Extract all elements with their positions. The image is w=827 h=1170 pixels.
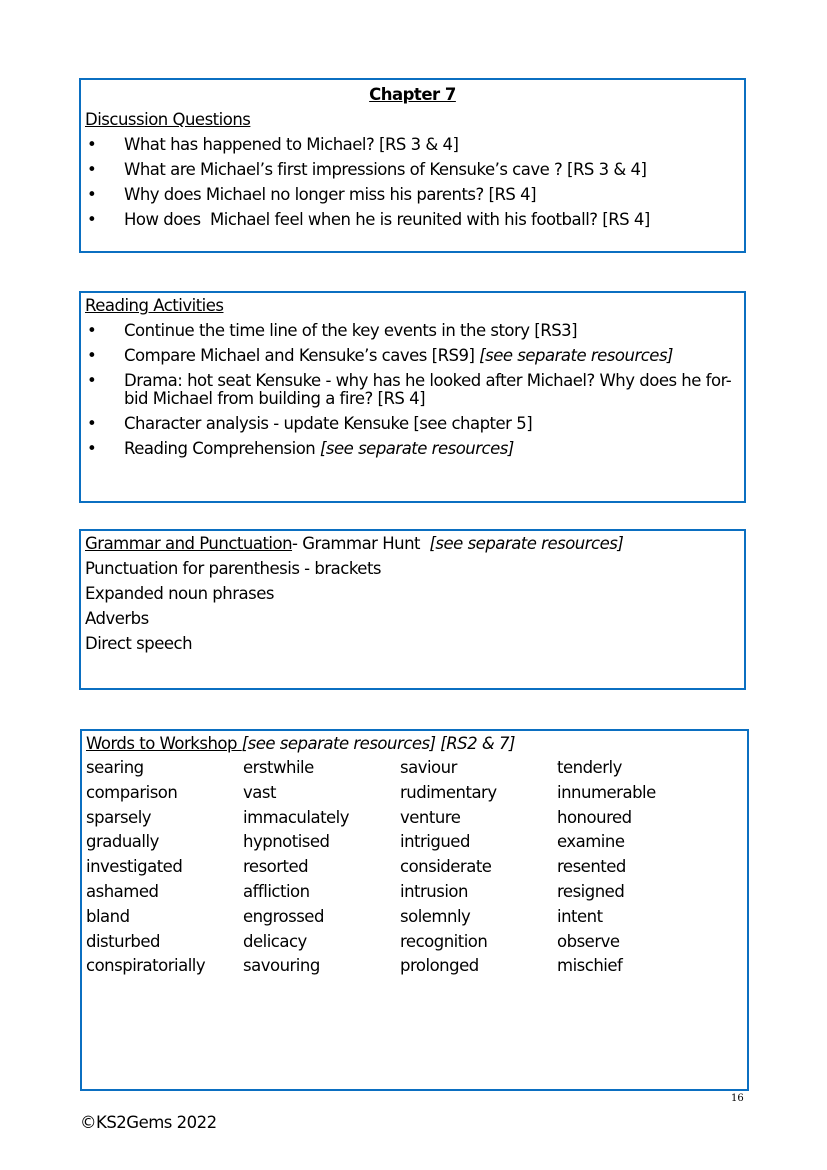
words-grid [86,756,743,979]
grammar-note: [see separate resources] [429,534,624,553]
bullet-icon: • [87,414,97,433]
bullet-icon: • [87,321,97,340]
vocabulary-word: rudimentary [400,782,497,802]
grammar-heading-suffix: - Grammar Hunt [292,534,430,553]
reading-activity [85,368,740,411]
vocabulary-word: saviour [400,758,457,777]
words-box [80,729,749,1091]
vocabulary-word: searing [86,758,144,777]
vocabulary-word: conspiratorially [86,956,206,976]
vocabulary-word: investigated [86,857,183,877]
bullet-icon: • [87,371,97,390]
bullet-icon: • [87,210,97,229]
vocabulary-word: immaculately [243,807,350,827]
vocabulary-word: intrusion [400,881,468,901]
vocabulary-word: sparsely [86,807,152,827]
discussion-question [85,207,740,232]
vocabulary-word: bland [86,906,130,926]
vocabulary-word: resented [557,857,626,877]
chapter-title: Chapter 7 [369,85,456,104]
vocabulary-word: innumerable [557,782,656,802]
words-heading: Words to Workshop [86,734,242,753]
discussion-question-text: Why does Michael no longer miss his parents? [RS 4] [124,185,537,204]
discussion-heading: Discussion Questions [85,110,251,129]
vocabulary-word: venture [400,807,461,827]
grammar-list [85,556,740,656]
vocabulary-word: comparison [86,782,178,802]
vocabulary-word: tenderly [557,758,622,777]
bullet-icon: • [87,346,97,365]
reading-activity-text: Compare Michael and Kensuke’s caves [RS9] [124,346,480,365]
reading-heading: Reading Activities [85,296,224,315]
vocabulary-word: hypnotised [243,832,330,852]
vocabulary-word: intrigued [400,832,470,852]
reading-activity-note: [see separate resources] [320,439,514,458]
grammar-heading-line [85,531,740,556]
vocabulary-word: disturbed [86,931,160,951]
grammar-item: Punctuation for parenthesis - brackets [85,559,382,578]
grammar-box [79,529,746,690]
vocabulary-word: honoured [557,807,632,827]
vocabulary-word: affliction [243,881,310,901]
discussion-question-text: What has happened to Michael? [RS 3 & 4] [124,135,459,154]
reading-activity [85,343,740,368]
discussion-question [85,157,740,182]
vocabulary-word: delicacy [243,931,307,951]
reading-activity-text: Reading Comprehension [124,439,320,458]
reading-activity-text: Character analysis - update Kensuke [see chapter 5] [124,414,533,433]
grammar-item: Adverbs [85,609,149,628]
grammar-item: Expanded noun phrases [85,584,274,603]
vocabulary-word: recognition [400,931,488,951]
reading-activity-note: [see separate resources] [479,346,673,365]
vocabulary-word: resigned [557,881,625,901]
discussion-questions-box [79,78,746,253]
vocabulary-word: prolonged [400,956,479,976]
vocabulary-word: engrossed [243,906,324,926]
page-number: 16 [731,1093,744,1104]
vocabulary-word: mischief [557,956,623,976]
reading-activity [85,436,740,461]
vocabulary-word: examine [557,832,625,852]
bullet-icon: • [87,185,97,204]
discussion-question-text: How does Michael feel when he is reunited with his football? [RS 4] [124,210,650,229]
bullet-icon: • [87,160,97,179]
vocabulary-word: gradually [86,832,159,852]
vocabulary-word: erstwhile [243,758,314,777]
discussion-question-text: What are Michael’s first impressions of Kensuke’s cave ? [RS 3 & 4] [124,160,647,179]
grammar-item: Direct speech [85,634,193,653]
vocabulary-word: resorted [243,857,309,877]
reading-list [85,318,740,461]
bullet-icon: • [87,439,97,458]
grammar-heading: Grammar and Punctuation [85,534,293,553]
discussion-question [85,132,740,157]
vocabulary-word: observe [557,931,620,951]
words-heading-line [86,731,743,756]
reading-activity-text: Continue the time line of the key events in the story [RS3] [124,321,578,340]
discussion-question [85,182,740,207]
words-note: [see separate resources] [RS2 & 7] [241,734,515,753]
vocabulary-word: solemnly [400,906,471,926]
vocabulary-word: considerate [400,857,492,877]
discussion-list [85,132,740,232]
reading-activity [85,318,740,343]
copyright: ©KS2Gems 2022 [80,1113,217,1132]
bullet-icon: • [87,135,97,154]
vocabulary-word: vast [243,782,276,802]
reading-activity [85,411,740,436]
vocabulary-word: savouring [243,956,320,976]
reading-activity-text: Drama: hot seat Kensuke - why has he looked after Michael? Why does he for-bid Michael from building a fire? [RS 4] [124,371,732,408]
reading-activities-box [79,291,746,503]
vocabulary-word: intent [557,906,603,926]
vocabulary-word: ashamed [86,881,159,901]
